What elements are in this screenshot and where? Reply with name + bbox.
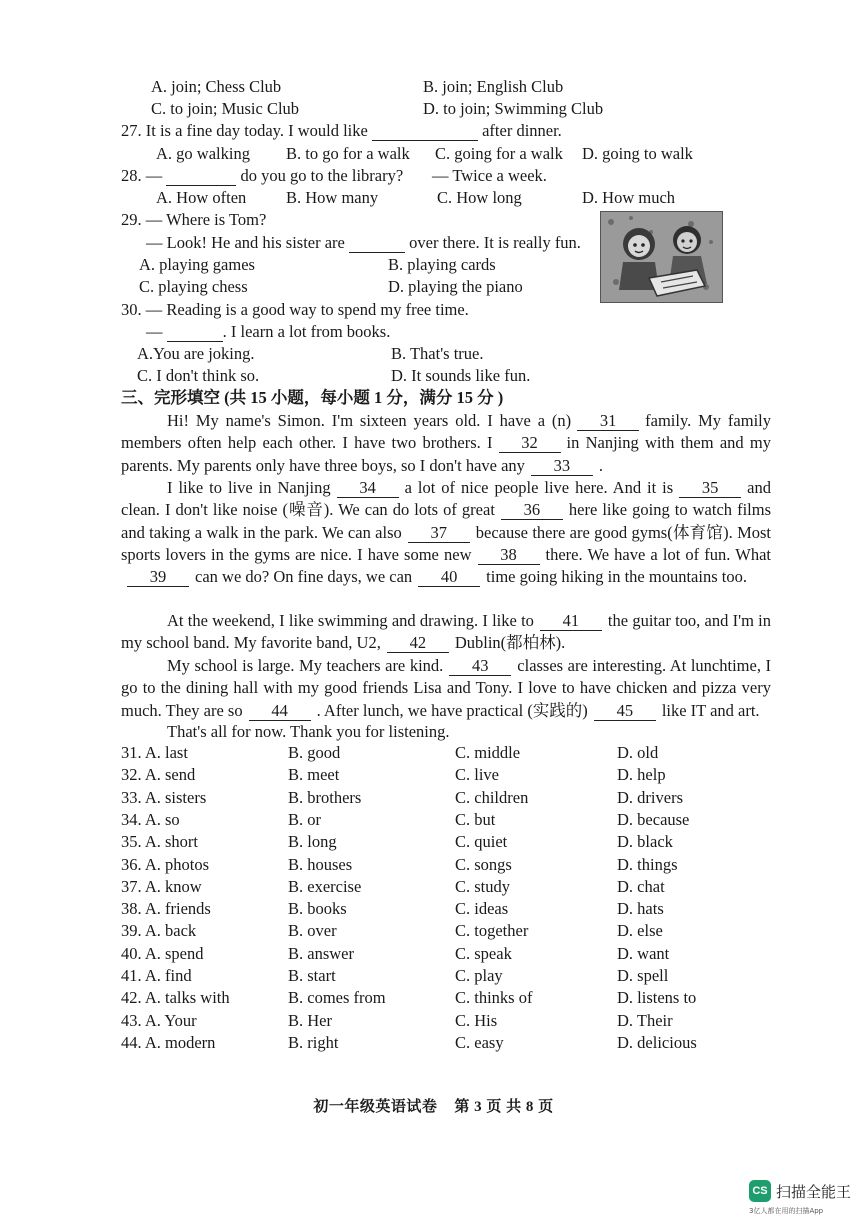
cloze-blank-39[interactable]: 39 [127, 568, 189, 587]
q29-option-a: A. playing games [139, 255, 255, 274]
choice-option: D. drivers [617, 787, 683, 807]
choice-option: D. because [617, 809, 690, 829]
q30-option-a: A.You are joking. [137, 344, 255, 363]
q27-option-c: C. going for a walk [435, 144, 563, 163]
q28-reply: — Twice a week. [432, 166, 547, 185]
choice-option: C. ideas [455, 899, 509, 919]
question-30-line1: 30. — Reading is a good way to spend my free time. [121, 300, 469, 319]
passage-text: the guitar too, and I'm in my school band. My favorite band, U2, [121, 611, 771, 653]
passage-paragraph-1 [121, 410, 771, 477]
choice-option: C. songs [455, 854, 512, 874]
passage-text: My school is large. My teachers are kind. [167, 656, 444, 675]
answer-blank[interactable] [372, 122, 478, 141]
choice-option: 35. A. short [121, 832, 199, 852]
choice-option: 44. A. modern [121, 1032, 216, 1052]
question-30-line2: — . I learn a lot from books. [146, 322, 391, 341]
cloze-blank-44[interactable]: 44 [249, 702, 311, 721]
q27-option-b: B. to go for a walk [286, 144, 410, 163]
choice-option: D. delicious [617, 1032, 697, 1052]
cs-badge-icon: CS [749, 1180, 771, 1202]
choice-option: D. want [617, 943, 670, 963]
q30-option-c: C. I don't think so. [137, 366, 260, 385]
choice-option: B. answer [288, 943, 354, 963]
passage-paragraph-5: That's all for now. Thank you for listening. [167, 722, 450, 741]
choice-option: D. else [617, 921, 663, 941]
passage-text: like IT and art. [661, 700, 760, 720]
q28-option-a: A. How often [156, 188, 247, 207]
cloze-blank-34[interactable]: 34 [337, 479, 399, 498]
passage-text: in Nanjing with them and my parents. My parents only have three boys, so I don't have any [121, 433, 771, 475]
passage-text: and clean. I don't like noise (噪音). We can do lots of great [121, 478, 771, 520]
choice-option: B. Her [288, 1010, 332, 1030]
passage-text: a lot of nice people live here. And it is [404, 478, 674, 497]
choice-option: C. play [455, 966, 503, 985]
q29-option-b: B. playing cards [388, 255, 496, 274]
answer-blank[interactable] [349, 234, 405, 253]
passage-text: classes are interesting. At lunchtime, I go to the dining hall with my good friends Lisa and Tony. I love to have chicken and pizza very much. They are so [121, 656, 771, 720]
choice-option: B. start [288, 966, 336, 985]
passage-text: because there are good gyms(体育馆). Most sports lovers in the gyms are nice. I have some new [121, 522, 771, 564]
choice-option: 40. A. spend [121, 943, 204, 963]
q30-option-b: B. That's true. [391, 344, 484, 363]
choice-option: D. hats [617, 899, 664, 919]
answer-blank[interactable] [167, 323, 223, 342]
passage-text: Dublin(都柏林). [454, 633, 566, 653]
children-playing-icon [601, 212, 722, 302]
passage-text: . [598, 455, 604, 475]
passage-text: Hi! My name's Simon. I'm sixteen years old. I have a (n) [167, 411, 572, 430]
passage-text: here like going to watch films and taking a walk in the park. We can also [121, 500, 771, 542]
cloze-blank-38[interactable]: 38 [478, 546, 540, 565]
question-29-line2: — Look! He and his sister are over there. It is really fun. [146, 233, 581, 252]
q26-option-a: A. join; Chess Club [151, 77, 282, 96]
passage-text: time going hiking in the mountains too. [486, 567, 747, 587]
choice-option: 37. A. know [121, 876, 202, 896]
choice-option: 39. A. back [121, 921, 197, 941]
choice-option: B. meet [288, 765, 340, 785]
choice-option: D. help [617, 765, 666, 785]
q27-option-d: D. going to walk [582, 144, 693, 163]
choice-option: C. but [455, 809, 496, 829]
children-playing-picture [600, 211, 723, 303]
scanner-app-name: 扫描全能王 [776, 1182, 852, 1201]
choice-option: 33. A. sisters [121, 787, 207, 807]
q29-option-c: C. playing chess [139, 277, 248, 296]
q28-option-c: C. How long [437, 188, 522, 207]
passage-text: can we do? On fine days, we can [195, 567, 413, 587]
choice-option: D. old [617, 743, 659, 762]
question-29-line1: 29. — Where is Tom? [121, 210, 267, 229]
question-27: 27. It is a fine day today. I would like after dinner. [121, 121, 562, 140]
cloze-blank-37[interactable]: 37 [408, 524, 470, 543]
choice-option: D. chat [617, 876, 665, 896]
choice-option: C. middle [455, 743, 521, 762]
choice-option: C. together [455, 921, 529, 941]
passage-text: At the weekend, I like swimming and drawing. I like to [167, 611, 534, 630]
choice-option: C. children [455, 787, 529, 807]
passage-text: there. We have a lot of fun. What [545, 544, 771, 564]
choice-option: 34. A. so [121, 809, 180, 829]
choice-option: B. comes from [288, 988, 386, 1008]
cloze-blank-35[interactable]: 35 [679, 479, 741, 498]
answer-blank[interactable] [166, 167, 236, 186]
choice-option: B. over [288, 921, 337, 941]
choice-option: B. or [288, 809, 321, 829]
section-3-title: 三、完形填空 (共 15 小题，每小题 1 分，满分 15 分 ) [121, 388, 504, 407]
question-28: 28. — do you go to the library? [121, 166, 404, 185]
choice-option: B. right [288, 1032, 339, 1052]
cloze-blank-40[interactable]: 40 [418, 568, 480, 587]
choice-option: C. study [455, 876, 511, 896]
passage-paragraph-4 [121, 655, 771, 722]
q26-option-d: D. to join; Swimming Club [423, 99, 604, 118]
q30-option-d: D. It sounds like fun. [391, 366, 531, 385]
page-footer: 初一年级英语试卷 第 3 页 共 8 页 [313, 1099, 554, 1115]
choice-option: D. listens to [617, 988, 697, 1008]
choice-option: C. His [455, 1010, 498, 1030]
cloze-blank-41[interactable]: 41 [540, 612, 602, 631]
cloze-blank-43[interactable]: 43 [449, 657, 511, 676]
q29-option-d: D. playing the piano [388, 277, 523, 296]
choice-option: C. speak [455, 943, 512, 963]
cloze-blank-36[interactable]: 36 [501, 501, 563, 520]
choice-option: C. live [455, 765, 499, 785]
choice-option: 32. A. send [121, 765, 196, 785]
choice-option: C. thinks of [455, 988, 533, 1008]
scanner-tagline: 3亿人都在用的扫描App [749, 1207, 824, 1215]
q26-option-c: C. to join; Music Club [151, 99, 300, 118]
cloze-blank-32[interactable]: 32 [499, 434, 561, 453]
choice-option: B. books [288, 899, 347, 919]
choice-option: 43. A. Your [121, 1010, 197, 1030]
cloze-blank-42[interactable]: 42 [387, 634, 449, 653]
cloze-blank-31[interactable]: 31 [577, 412, 639, 431]
passage-text: . After lunch, we have practical (实践的) [316, 700, 588, 720]
choice-option: 41. A. find [121, 966, 192, 985]
choice-option: D. Their [617, 1010, 673, 1030]
choice-option: C. easy [455, 1032, 504, 1052]
choice-option: D. things [617, 854, 678, 874]
scanner-logo [749, 1180, 851, 1202]
passage-text: family. My family members often help each other. I have two brothers. I [121, 411, 771, 453]
choice-option: B. good [288, 743, 341, 762]
choice-option: B. long [288, 832, 337, 852]
passage-text: I like to live in Nanjing [167, 478, 331, 497]
choice-option: 36. A. photos [121, 854, 210, 874]
passage-paragraph-3 [121, 610, 771, 655]
choice-option: B. exercise [288, 876, 362, 896]
choice-option: 38. A. friends [121, 899, 211, 919]
choice-option: 42. A. talks with [121, 988, 230, 1008]
q28-option-b: B. How many [286, 188, 379, 207]
cloze-blank-33[interactable]: 33 [531, 457, 593, 476]
choice-option: B. brothers [288, 787, 362, 807]
choice-option: D. spell [617, 966, 669, 985]
q26-option-b: B. join; English Club [423, 77, 564, 96]
cloze-blank-45[interactable]: 45 [594, 702, 656, 721]
q28-option-d: D. How much [582, 188, 676, 207]
passage-paragraph-2 [121, 477, 771, 588]
q27-option-a: A. go walking [156, 144, 250, 163]
choice-option: B. houses [288, 854, 353, 874]
choice-option: 31. A. last [121, 743, 188, 762]
choice-option: D. black [617, 832, 673, 852]
choice-option: C. quiet [455, 832, 508, 852]
